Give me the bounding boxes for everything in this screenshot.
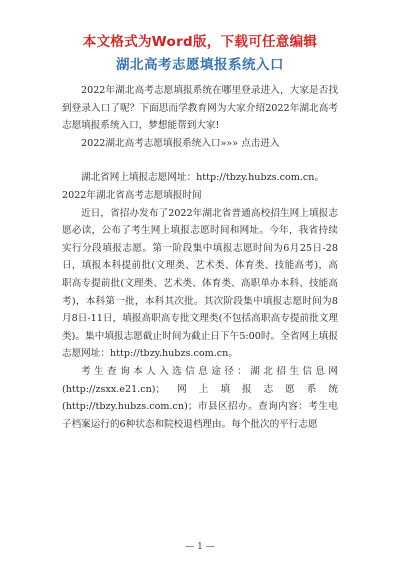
document-title: 湖北高考志愿填报系统入口: [116, 57, 284, 73]
website-paragraph: 湖北省网上填报志愿网址：http://tbzy.hubzs.com.cn。: [81, 172, 325, 184]
intro-paragraph: 2022年湖北高考志愿填报系统在哪里登录进入，大家是否找到登录入口了呢？下面思而学教育网为大家介绍2022年湖北高考志愿填报系统入口，梦想能帮到大家!: [62, 85, 338, 132]
query-paragraph: 考生查询本人入选信息途径：湖北招生信息网(http://zsxx.e21.cn)；网上填报志愿系统(http://tbzy.hubzs.com.cn)；市县区招办。查询内容：考生电子档案运行的6种状态和院校退档理由。每个批次的平行志愿: [62, 365, 338, 430]
section-heading: 2022年湖北省高考志愿填报时间: [62, 189, 202, 201]
entry-link-paragraph[interactable]: 2022湖北高考志愿填报系统入口»»» 点击进入: [81, 137, 280, 149]
word-format-notice: 本文格式为Word版，下载可任意编辑: [82, 34, 318, 50]
paragraph-spacer: [62, 152, 338, 169]
document-body: [62, 82, 338, 433]
schedule-paragraph: 近日，省招办发布了2022年湖北省普通高校招生网上填报志愿必读，公布了考生网上填报志愿时间和网址。今年，我省持续实行分段填报志愿。第一阶段集中填报志愿时间为6月25日-28日，填报本科提前批(文理类、艺术类、体育类、技能高考)，高职高专提前批(文理类、艺术类、体育类、高职单办本科、技能高考)，本科第一批，本科其次批。其次阶段集中填报志愿时间为8月8日-11日，填报高职高专批文理类(不包括高职高专提前批文理类)。集中填报志愿截止时间为截止日下午5:00时。全省网上填报志愿网址：http://tbzy.hubzs.com.cn。: [62, 207, 338, 360]
page-number: — 1 —: [185, 542, 215, 552]
